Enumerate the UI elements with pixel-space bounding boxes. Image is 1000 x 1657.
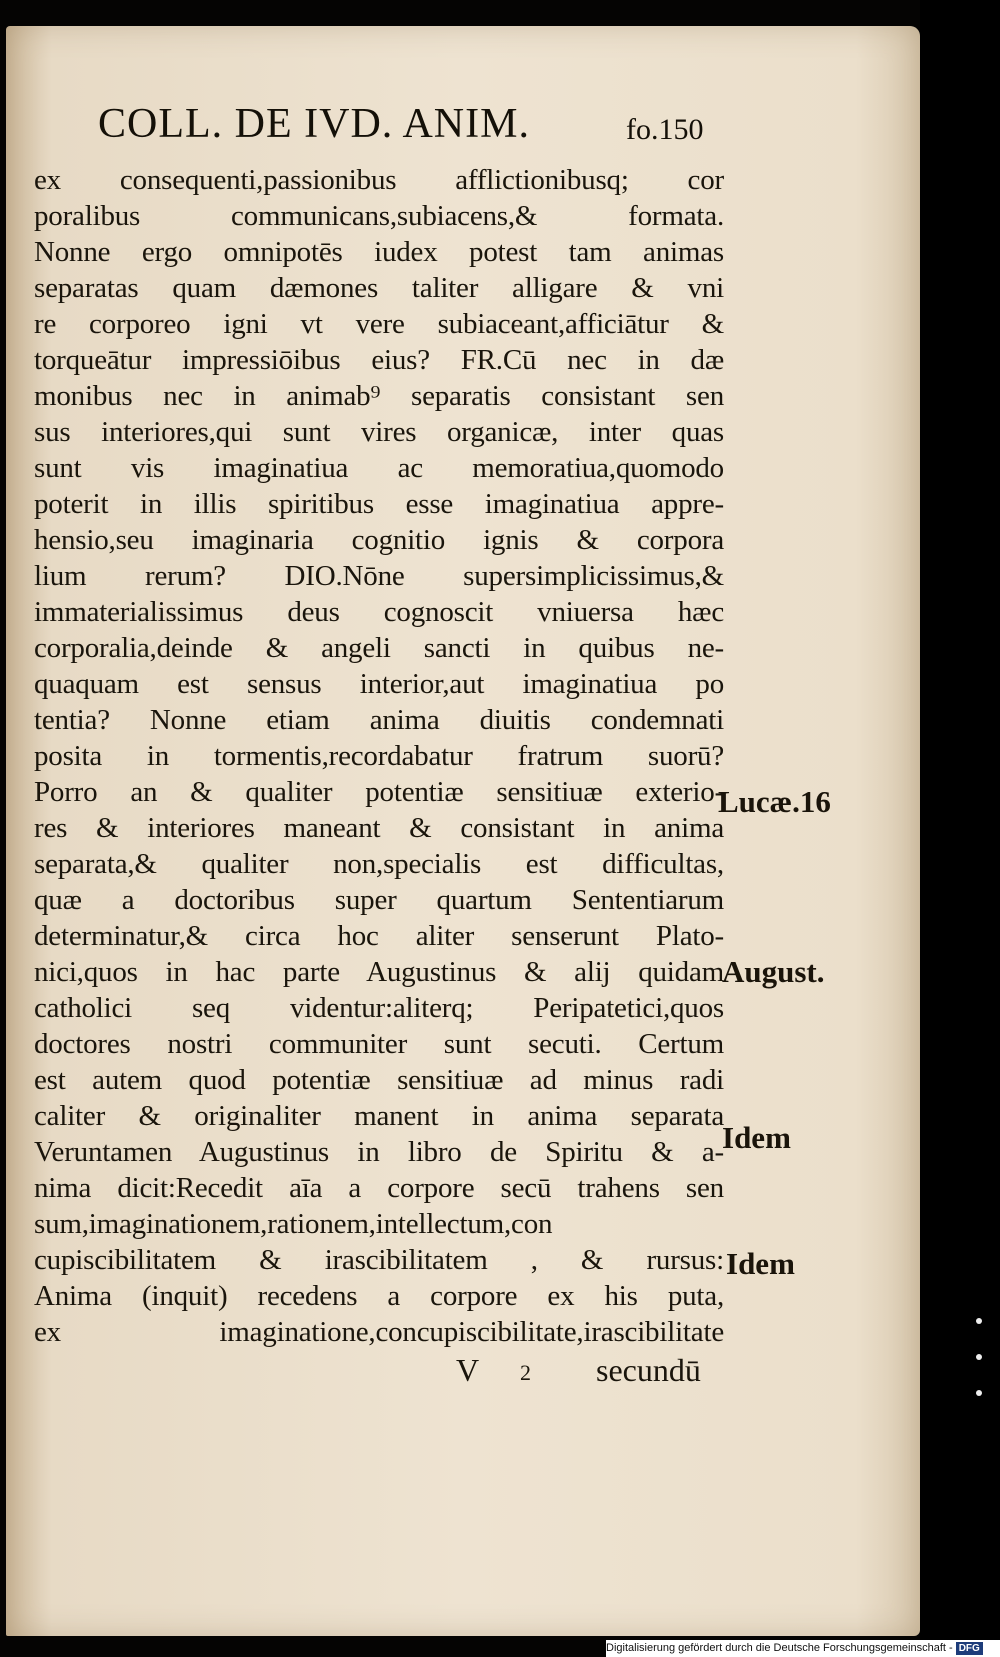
text-line: res & interiores maneant & consistant in anima (34, 812, 724, 844)
text-line: catholici seq videntur:aliterq; Peripatetici,quos (34, 992, 724, 1024)
scan-background (920, 0, 1000, 1640)
text-line: Nonne ergo omnipotēs iudex potest tam animas (34, 236, 724, 268)
marginal-note: Idem (726, 1246, 795, 1281)
body-text (34, 162, 724, 1350)
text-line: nima dicit:Recedit aīa a corpore secū trahens sen (34, 1172, 724, 1204)
text-line: corporalia,deinde & angeli sancti in quibus ne- (34, 632, 724, 664)
text-line: est autem quod potentiæ sensitiuæ ad minus radi (34, 1064, 724, 1096)
text-line: sum,imaginationem,rationem,intellectum,con (34, 1208, 553, 1240)
text-line: hensio,seu imaginaria cognitio ignis & corpora (34, 524, 724, 556)
text-line: nici,quos in hac parte Augustinus & alij quidam (34, 956, 724, 988)
marker-dot (976, 1318, 982, 1324)
signature-number: 2 (520, 1360, 531, 1385)
marker-dot (976, 1354, 982, 1360)
text-line: sunt vis imaginatiua ac memoratiua,quomodo (34, 452, 724, 484)
signature-mark: V (456, 1352, 480, 1388)
text-line: determinatur,& circa hoc aliter senserunt Plato- (34, 920, 724, 952)
text-line: torqueātur impressiōibus eius? FR.Cū nec in dæ (34, 344, 724, 376)
text-line: ex imaginatione,concupiscibilitate,irascibilitate (34, 1316, 724, 1348)
catchword: secundū (596, 1352, 701, 1388)
text-line: poterit in illis spiritibus esse imaginatiua appre- (34, 488, 724, 520)
text-line: ex consequenti,passionibus afflictionibusq; cor (34, 164, 724, 196)
text-line: monibus nec in animab⁹ separatis consistant sen (34, 380, 724, 412)
marginal-note: Idem (722, 1120, 791, 1155)
text-line: caliter & originaliter manent in anima separata (34, 1100, 724, 1132)
text-line: separatas quam dæmones taliter alligare & vni (34, 272, 724, 304)
marker-dot (976, 1390, 982, 1396)
marginal-note: August. (722, 954, 825, 989)
text-line: quæ a doctoribus super quartum Sententiarum (34, 884, 724, 916)
text-line: lium rerum? DIO.Nōne supersimplicissimus,& (34, 560, 724, 592)
text-line: poralibus communicans,subiacens,& formata. (34, 200, 724, 232)
text-line: Veruntamen Augustinus in libro de Spiritu & a- (34, 1136, 724, 1168)
dfg-logo: DFG (956, 1642, 983, 1655)
text-line: immaterialissimus deus cognoscit vniuersa hæc (34, 596, 724, 628)
text-line: posita in tormentis,recordabatur fratrum suorū? (34, 740, 724, 772)
text-line: cupiscibilitatem & irascibilitatem , & rursus: (34, 1244, 724, 1276)
text-line: re corporeo igni vt vere subiaceant,afficiātur & (34, 308, 724, 340)
text-line: sus interiores,qui sunt vires organicæ, inter quas (34, 416, 724, 448)
scan-markers (976, 1318, 984, 1426)
text-line: tentia? Nonne etiam anima diuitis condemnati (34, 704, 724, 736)
folio-number: fo.150 (626, 113, 704, 146)
running-title: COLL. DE IVD. ANIM. (98, 101, 530, 147)
text-line: Porro an & qualiter potentiæ sensitiuæ exterio- (34, 776, 724, 808)
marginal-note: Lucæ.16 (718, 784, 831, 819)
credit-text: Digitalisierung gefördert durch die Deutsche Forschungsgemeinschaft - (606, 1642, 953, 1654)
text-line: separata,& qualiter non,specialis est difficultas, (34, 848, 724, 880)
text-line: Anima (inquit) recedens a corpore ex his puta, (34, 1280, 724, 1312)
text-line: quaquam est sensus interior,aut imaginatiua po (34, 668, 724, 700)
digitization-credit (606, 1640, 1000, 1657)
text-line: doctores nostri communiter sunt secuti. Certum (34, 1028, 724, 1060)
